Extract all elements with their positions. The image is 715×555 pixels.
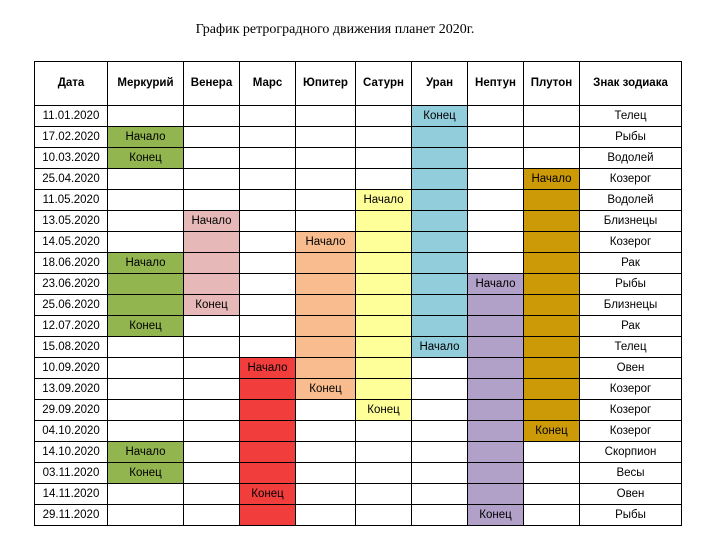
venus-cell bbox=[184, 316, 240, 337]
mars-cell bbox=[240, 442, 296, 463]
pluto-cell bbox=[524, 295, 580, 316]
pluto-cell: Начало bbox=[524, 169, 580, 190]
mars-cell: Начало bbox=[240, 358, 296, 379]
date-cell: 25.04.2020 bbox=[35, 169, 108, 190]
zodiac-cell: Рыбы bbox=[580, 505, 682, 526]
date-cell: 13.09.2020 bbox=[35, 379, 108, 400]
jupiter-cell: Конец bbox=[296, 379, 356, 400]
uranus-cell bbox=[412, 211, 468, 232]
venus-cell bbox=[184, 106, 240, 127]
date-cell: 04.10.2020 bbox=[35, 421, 108, 442]
zodiac-cell: Телец bbox=[580, 337, 682, 358]
neptune-cell bbox=[468, 379, 524, 400]
zodiac-cell: Близнецы bbox=[580, 211, 682, 232]
venus-cell bbox=[184, 148, 240, 169]
date-cell: 13.05.2020 bbox=[35, 211, 108, 232]
neptune-cell bbox=[468, 463, 524, 484]
zodiac-cell: Телец bbox=[580, 106, 682, 127]
neptune-cell bbox=[468, 148, 524, 169]
mercury-cell bbox=[108, 484, 184, 505]
header-pluto: Плутон bbox=[524, 62, 580, 106]
jupiter-cell bbox=[296, 484, 356, 505]
table-row bbox=[35, 316, 682, 337]
date-cell: 18.06.2020 bbox=[35, 253, 108, 274]
mars-cell bbox=[240, 232, 296, 253]
saturn-cell bbox=[356, 253, 412, 274]
saturn-cell bbox=[356, 316, 412, 337]
date-cell: 11.01.2020 bbox=[35, 106, 108, 127]
neptune-cell bbox=[468, 127, 524, 148]
jupiter-cell bbox=[296, 463, 356, 484]
table-row bbox=[35, 274, 682, 295]
neptune-cell bbox=[468, 421, 524, 442]
zodiac-cell: Козерог bbox=[580, 169, 682, 190]
date-cell: 14.10.2020 bbox=[35, 442, 108, 463]
jupiter-cell bbox=[296, 106, 356, 127]
table-row bbox=[35, 253, 682, 274]
header-uranus: Уран bbox=[412, 62, 468, 106]
uranus-cell bbox=[412, 421, 468, 442]
venus-cell bbox=[184, 253, 240, 274]
pluto-cell bbox=[524, 190, 580, 211]
uranus-cell bbox=[412, 274, 468, 295]
pluto-cell bbox=[524, 337, 580, 358]
mercury-cell bbox=[108, 337, 184, 358]
table-row bbox=[35, 442, 682, 463]
mercury-cell: Конец bbox=[108, 463, 184, 484]
jupiter-cell bbox=[296, 169, 356, 190]
jupiter-cell bbox=[296, 442, 356, 463]
jupiter-cell bbox=[296, 358, 356, 379]
table-row bbox=[35, 106, 682, 127]
saturn-cell bbox=[356, 505, 412, 526]
mars-cell bbox=[240, 421, 296, 442]
mars-cell bbox=[240, 106, 296, 127]
neptune-cell bbox=[468, 337, 524, 358]
table-row bbox=[35, 463, 682, 484]
mars-cell bbox=[240, 505, 296, 526]
saturn-cell: Начало bbox=[356, 190, 412, 211]
neptune-cell: Конец bbox=[468, 505, 524, 526]
jupiter-cell bbox=[296, 337, 356, 358]
jupiter-cell bbox=[296, 148, 356, 169]
venus-cell: Начало bbox=[184, 211, 240, 232]
saturn-cell bbox=[356, 484, 412, 505]
mercury-cell bbox=[108, 211, 184, 232]
saturn-cell bbox=[356, 379, 412, 400]
date-cell: 29.11.2020 bbox=[35, 505, 108, 526]
uranus-cell: Конец bbox=[412, 106, 468, 127]
mars-cell bbox=[240, 400, 296, 421]
mars-cell bbox=[240, 127, 296, 148]
date-cell: 15.08.2020 bbox=[35, 337, 108, 358]
mercury-cell bbox=[108, 505, 184, 526]
zodiac-cell: Козерог bbox=[580, 379, 682, 400]
saturn-cell bbox=[356, 358, 412, 379]
date-cell: 10.09.2020 bbox=[35, 358, 108, 379]
table-row bbox=[35, 211, 682, 232]
neptune-cell bbox=[468, 358, 524, 379]
pluto-cell bbox=[524, 274, 580, 295]
uranus-cell: Начало bbox=[412, 337, 468, 358]
zodiac-cell: Близнецы bbox=[580, 295, 682, 316]
mercury-cell bbox=[108, 295, 184, 316]
date-cell: 23.06.2020 bbox=[35, 274, 108, 295]
venus-cell bbox=[184, 379, 240, 400]
date-cell: 25.06.2020 bbox=[35, 295, 108, 316]
table-row bbox=[35, 295, 682, 316]
mercury-cell bbox=[108, 379, 184, 400]
mercury-cell bbox=[108, 400, 184, 421]
neptune-cell bbox=[468, 400, 524, 421]
mercury-cell: Начало bbox=[108, 253, 184, 274]
uranus-cell bbox=[412, 253, 468, 274]
header-jupiter: Юпитер bbox=[296, 62, 356, 106]
venus-cell bbox=[184, 463, 240, 484]
neptune-cell bbox=[468, 106, 524, 127]
mercury-cell bbox=[108, 358, 184, 379]
mars-cell bbox=[240, 274, 296, 295]
saturn-cell bbox=[356, 169, 412, 190]
date-cell: 14.11.2020 bbox=[35, 484, 108, 505]
mercury-cell: Начало bbox=[108, 127, 184, 148]
uranus-cell bbox=[412, 379, 468, 400]
pluto-cell bbox=[524, 484, 580, 505]
mars-cell bbox=[240, 211, 296, 232]
jupiter-cell bbox=[296, 127, 356, 148]
mercury-cell: Конец bbox=[108, 148, 184, 169]
venus-cell bbox=[184, 232, 240, 253]
zodiac-cell: Овен bbox=[580, 358, 682, 379]
zodiac-cell: Скорпион bbox=[580, 442, 682, 463]
venus-cell bbox=[184, 400, 240, 421]
saturn-cell bbox=[356, 463, 412, 484]
pluto-cell bbox=[524, 211, 580, 232]
table-row bbox=[35, 337, 682, 358]
header-row bbox=[35, 62, 682, 106]
table-row bbox=[35, 484, 682, 505]
pluto-cell: Конец bbox=[524, 421, 580, 442]
venus-cell bbox=[184, 127, 240, 148]
date-cell: 29.09.2020 bbox=[35, 400, 108, 421]
jupiter-cell bbox=[296, 211, 356, 232]
neptune-cell bbox=[468, 169, 524, 190]
header-neptune: Нептун bbox=[468, 62, 524, 106]
jupiter-cell bbox=[296, 190, 356, 211]
zodiac-cell: Весы bbox=[580, 463, 682, 484]
zodiac-cell: Козерог bbox=[580, 232, 682, 253]
saturn-cell bbox=[356, 295, 412, 316]
uranus-cell bbox=[412, 295, 468, 316]
table-row bbox=[35, 190, 682, 211]
saturn-cell bbox=[356, 421, 412, 442]
table-row bbox=[35, 232, 682, 253]
venus-cell: Конец bbox=[184, 295, 240, 316]
mercury-cell bbox=[108, 274, 184, 295]
mars-cell bbox=[240, 337, 296, 358]
mercury-cell bbox=[108, 190, 184, 211]
zodiac-cell: Рак bbox=[580, 316, 682, 337]
venus-cell bbox=[184, 274, 240, 295]
pluto-cell bbox=[524, 148, 580, 169]
table-row bbox=[35, 169, 682, 190]
mercury-cell: Конец bbox=[108, 316, 184, 337]
neptune-cell bbox=[468, 442, 524, 463]
uranus-cell bbox=[412, 190, 468, 211]
zodiac-cell: Водолей bbox=[580, 190, 682, 211]
venus-cell bbox=[184, 442, 240, 463]
uranus-cell bbox=[412, 505, 468, 526]
venus-cell bbox=[184, 505, 240, 526]
mercury-cell bbox=[108, 421, 184, 442]
jupiter-cell: Начало bbox=[296, 232, 356, 253]
saturn-cell: Конец bbox=[356, 400, 412, 421]
date-cell: 03.11.2020 bbox=[35, 463, 108, 484]
neptune-cell bbox=[468, 484, 524, 505]
mars-cell bbox=[240, 463, 296, 484]
jupiter-cell bbox=[296, 295, 356, 316]
jupiter-cell bbox=[296, 400, 356, 421]
uranus-cell bbox=[412, 232, 468, 253]
pluto-cell bbox=[524, 106, 580, 127]
pluto-cell bbox=[524, 253, 580, 274]
jupiter-cell bbox=[296, 505, 356, 526]
table-row bbox=[35, 358, 682, 379]
table-row bbox=[35, 505, 682, 526]
uranus-cell bbox=[412, 358, 468, 379]
zodiac-cell: Рыбы bbox=[580, 274, 682, 295]
header-venus: Венера bbox=[184, 62, 240, 106]
venus-cell bbox=[184, 484, 240, 505]
saturn-cell bbox=[356, 106, 412, 127]
neptune-cell: Начало bbox=[468, 274, 524, 295]
mars-cell bbox=[240, 295, 296, 316]
saturn-cell bbox=[356, 148, 412, 169]
venus-cell bbox=[184, 169, 240, 190]
venus-cell bbox=[184, 190, 240, 211]
mercury-cell bbox=[108, 169, 184, 190]
zodiac-cell: Козерог bbox=[580, 421, 682, 442]
table-row bbox=[35, 148, 682, 169]
uranus-cell bbox=[412, 316, 468, 337]
zodiac-cell: Водолей bbox=[580, 148, 682, 169]
venus-cell bbox=[184, 358, 240, 379]
venus-cell bbox=[184, 337, 240, 358]
mars-cell: Конец bbox=[240, 484, 296, 505]
mars-cell bbox=[240, 169, 296, 190]
neptune-cell bbox=[468, 295, 524, 316]
zodiac-cell: Рыбы bbox=[580, 127, 682, 148]
mercury-cell: Начало bbox=[108, 442, 184, 463]
uranus-cell bbox=[412, 463, 468, 484]
uranus-cell bbox=[412, 484, 468, 505]
pluto-cell bbox=[524, 358, 580, 379]
saturn-cell bbox=[356, 127, 412, 148]
uranus-cell bbox=[412, 400, 468, 421]
header-mercury: Меркурий bbox=[108, 62, 184, 106]
zodiac-cell: Козерог bbox=[580, 400, 682, 421]
retrograde-table bbox=[34, 61, 682, 526]
mars-cell bbox=[240, 148, 296, 169]
header-saturn: Сатурн bbox=[356, 62, 412, 106]
uranus-cell bbox=[412, 148, 468, 169]
neptune-cell bbox=[468, 211, 524, 232]
date-cell: 17.02.2020 bbox=[35, 127, 108, 148]
header-zodiac: Знак зодиака bbox=[580, 62, 682, 106]
saturn-cell bbox=[356, 232, 412, 253]
table-row bbox=[35, 379, 682, 400]
jupiter-cell bbox=[296, 316, 356, 337]
page-title: График ретроградного движения планет 2020г. bbox=[195, 22, 475, 37]
zodiac-cell: Овен bbox=[580, 484, 682, 505]
mercury-cell bbox=[108, 106, 184, 127]
neptune-cell bbox=[468, 316, 524, 337]
header-date: Дата bbox=[35, 62, 108, 106]
saturn-cell bbox=[356, 274, 412, 295]
jupiter-cell bbox=[296, 274, 356, 295]
pluto-cell bbox=[524, 316, 580, 337]
pluto-cell bbox=[524, 127, 580, 148]
saturn-cell bbox=[356, 211, 412, 232]
mercury-cell bbox=[108, 232, 184, 253]
date-cell: 12.07.2020 bbox=[35, 316, 108, 337]
mars-cell bbox=[240, 379, 296, 400]
pluto-cell bbox=[524, 379, 580, 400]
date-cell: 14.05.2020 bbox=[35, 232, 108, 253]
table-row bbox=[35, 127, 682, 148]
table-row bbox=[35, 400, 682, 421]
neptune-cell bbox=[468, 253, 524, 274]
jupiter-cell bbox=[296, 421, 356, 442]
mars-cell bbox=[240, 316, 296, 337]
mars-cell bbox=[240, 253, 296, 274]
date-cell: 10.03.2020 bbox=[35, 148, 108, 169]
venus-cell bbox=[184, 421, 240, 442]
table-row bbox=[35, 421, 682, 442]
uranus-cell bbox=[412, 169, 468, 190]
uranus-cell bbox=[412, 442, 468, 463]
neptune-cell bbox=[468, 190, 524, 211]
saturn-cell bbox=[356, 337, 412, 358]
pluto-cell bbox=[524, 463, 580, 484]
pluto-cell bbox=[524, 505, 580, 526]
pluto-cell bbox=[524, 400, 580, 421]
header-mars: Марс bbox=[240, 62, 296, 106]
uranus-cell bbox=[412, 127, 468, 148]
saturn-cell bbox=[356, 442, 412, 463]
neptune-cell bbox=[468, 232, 524, 253]
date-cell: 11.05.2020 bbox=[35, 190, 108, 211]
pluto-cell bbox=[524, 442, 580, 463]
pluto-cell bbox=[524, 232, 580, 253]
mars-cell bbox=[240, 190, 296, 211]
jupiter-cell bbox=[296, 253, 356, 274]
zodiac-cell: Рак bbox=[580, 253, 682, 274]
